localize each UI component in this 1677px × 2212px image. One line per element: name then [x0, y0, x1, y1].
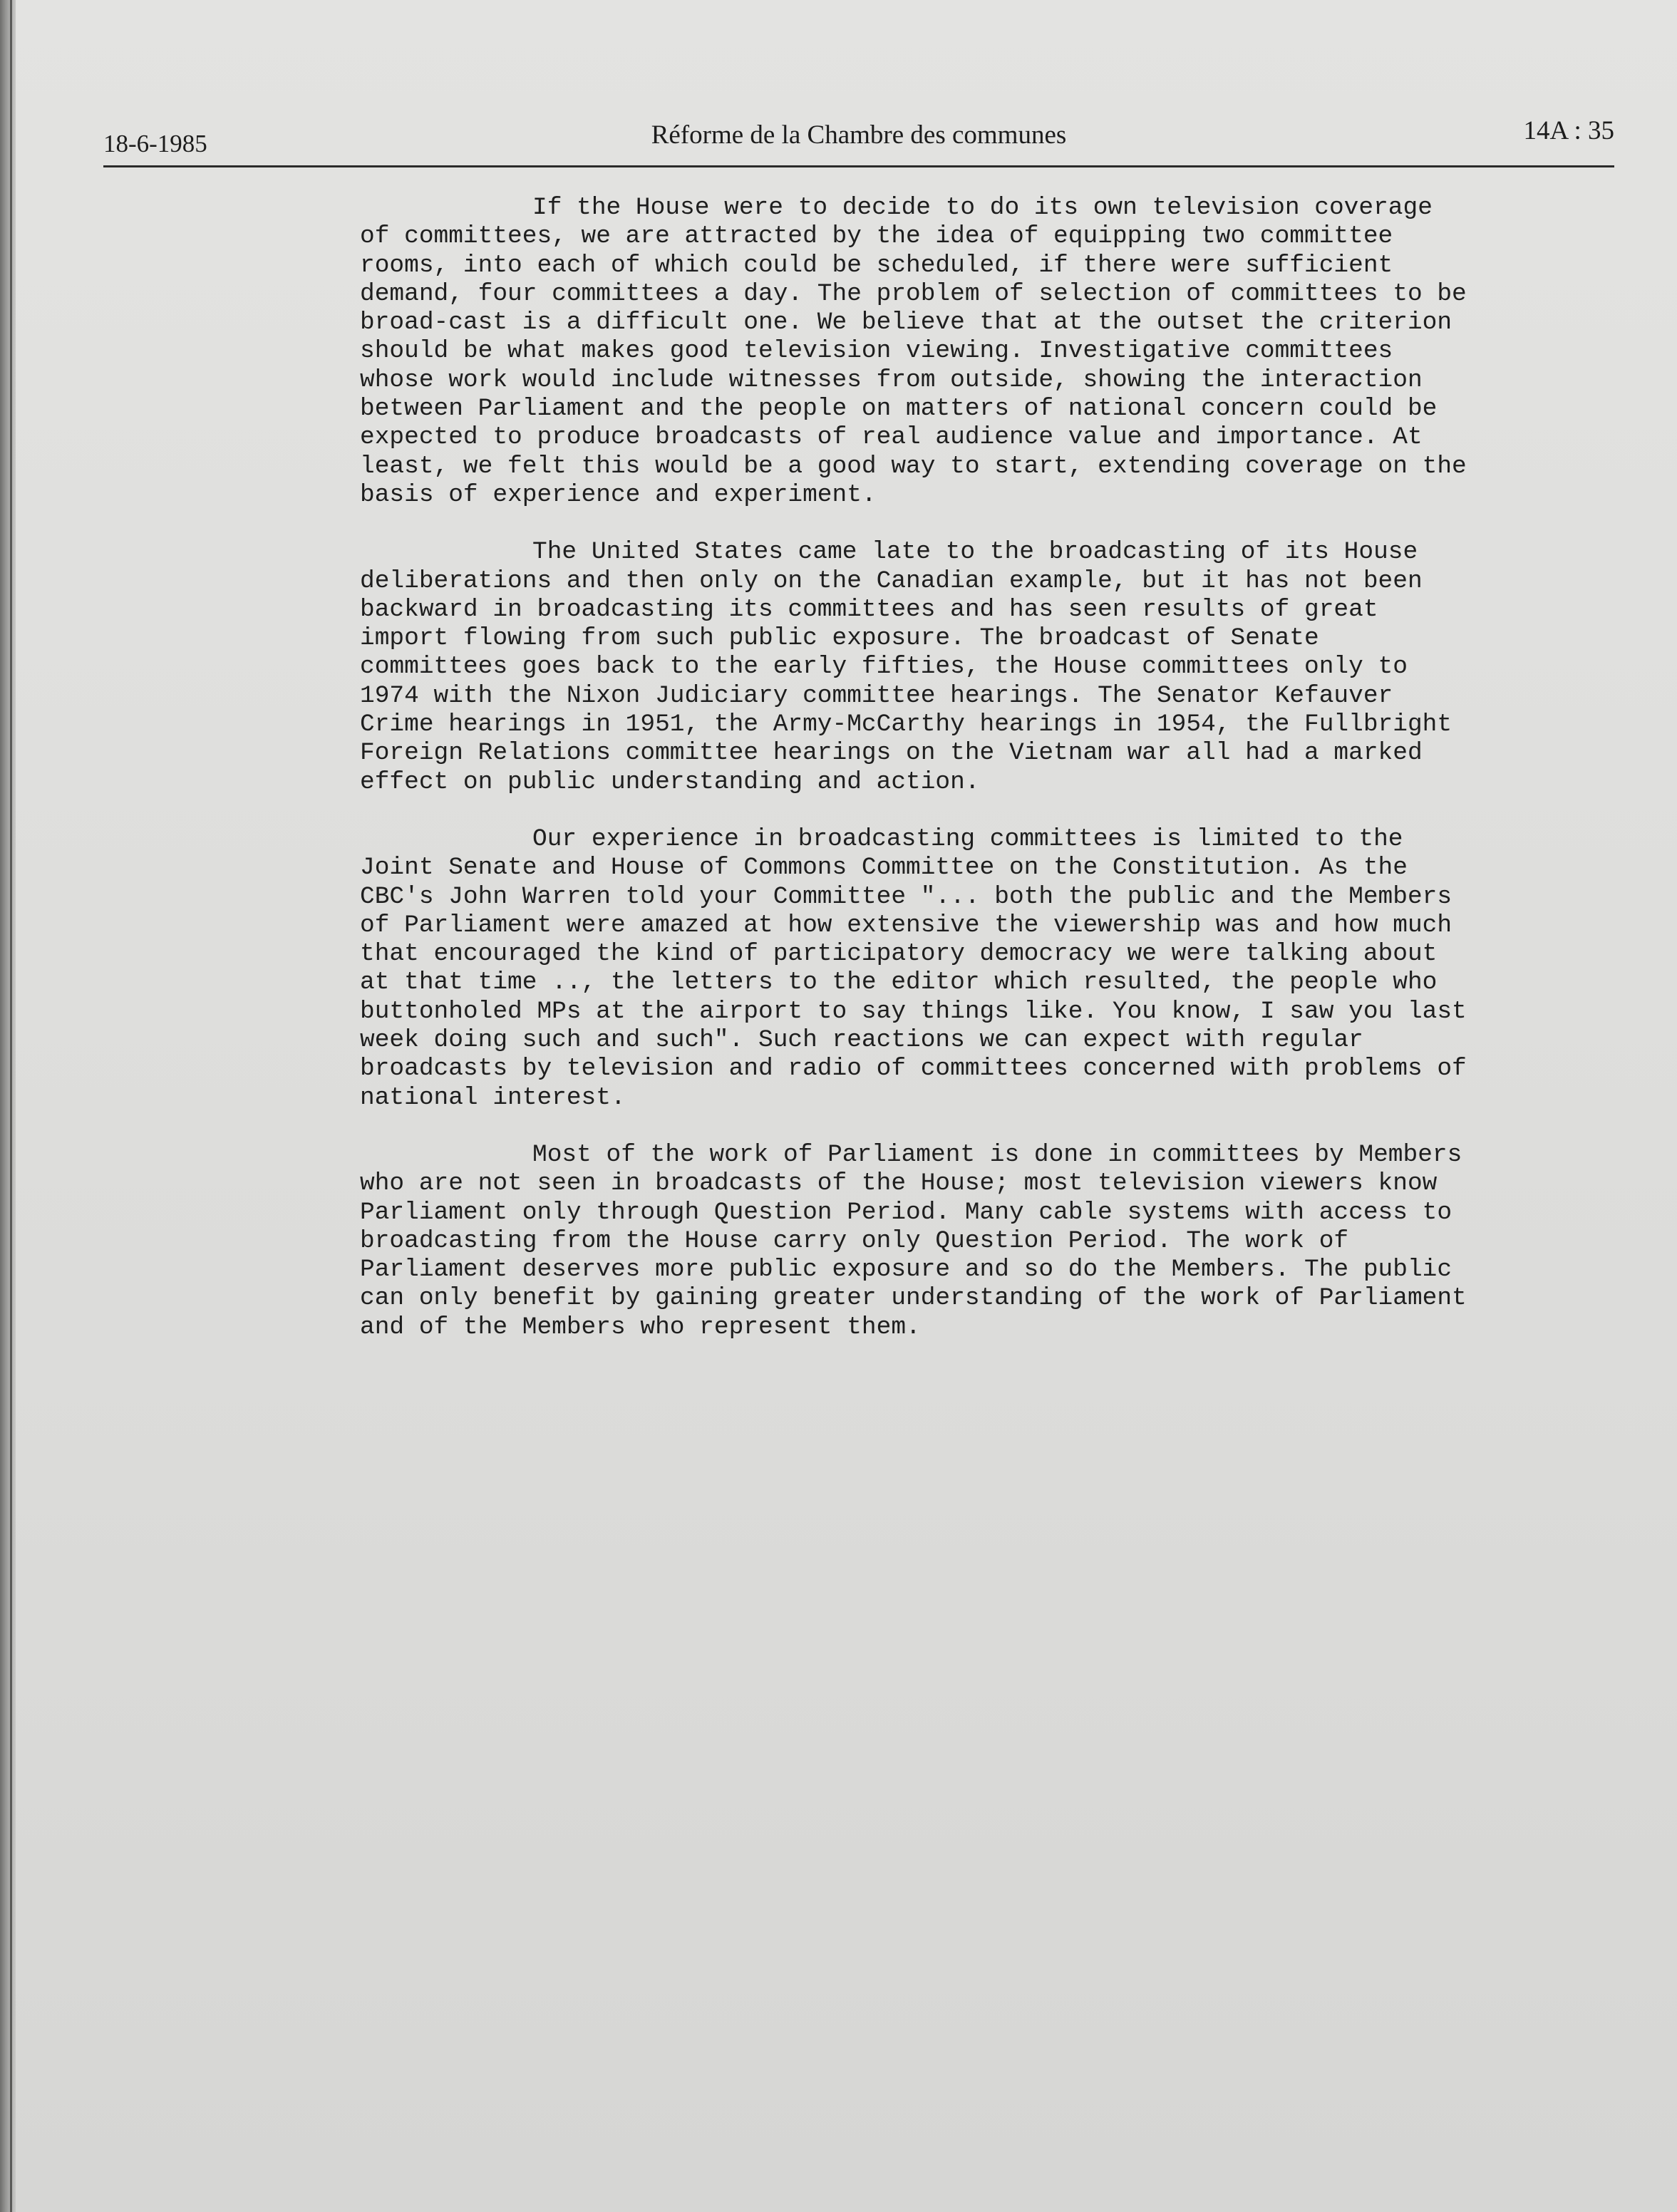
paragraph-united-states: The United States came late to the broadcasting of its House deliberations and then only on the Canadian example, but it has not been backward in broadcasting its committees and has seen results of great import flowing from such public exposure. The broadcast of Senate committees goes back to the early fifties, the House committees only to 1974 with the Nixon Judiciary committee hearings. The Senator Kefauver Crime hearings in 1951, the Army-McCarthy hearings in 1954, the Fullbright Foreign Relations committee hearings on the Vietnam war all had a marked effect on public understanding and action. [360, 538, 1452, 796]
body-text [360, 194, 1472, 1342]
header-rule [103, 165, 1614, 167]
paragraph-work-of-parliament: Most of the work of Parliament is done in committees by Members who are not seen in broadcasts of the House; most television viewers know Parliament only through Question Period. Many cable systems with access to broadcasting from the House carry only Question Period. The work of Parliament deserves more public exposure and so do the Members. The public can only benefit by gaining greater understanding of the work of Parliament and of the Members who represent them. [360, 1140, 1467, 1341]
paragraph-our-experience: Our experience in broadcasting committees is limited to the Joint Senate and House of Commons Committee on the Constitution. As the CBC's John Warren told your Committee "... both the public and the Members of Parliament were amazed at how extensive the viewership was and how much that encouraged the kind of participatory democracy we were talking about at that time .., the letters to the editor which resulted, the people who buttonholed MPs at the airport to say things like. You know, I saw you last week doing such and such". Such reactions we can expect with regular broadcasts by television and radio of committees concerned with problems of national interest. [360, 825, 1467, 1112]
header-date: 18-6-1985 [103, 130, 207, 157]
header-page-number: 14A : 35 [1523, 116, 1614, 145]
binding-line [10, 0, 12, 2212]
page-header [103, 115, 1614, 167]
binding-edge [0, 0, 16, 2212]
header-title: Réforme de la Chambre des communes [651, 120, 1067, 150]
paragraph-television-coverage: If the House were to decide to do its own television coverage of committees, we are attracted by the idea of equipping two committee rooms, into each of which could be scheduled, if there were sufficient demand, four committees a day. The problem of selection of committees to be broad-cast is a difficult one. We believe that at the outset the criterion should be what makes good television viewing. Investigative committees whose work would include witnesses from outside, showing the interaction between Parliament and the people on matters of national concern could be expected to produce broadcasts of real audience value and importance. At least, we felt this would be a good way to start, extending coverage on the basis of experience and experiment. [360, 194, 1467, 509]
